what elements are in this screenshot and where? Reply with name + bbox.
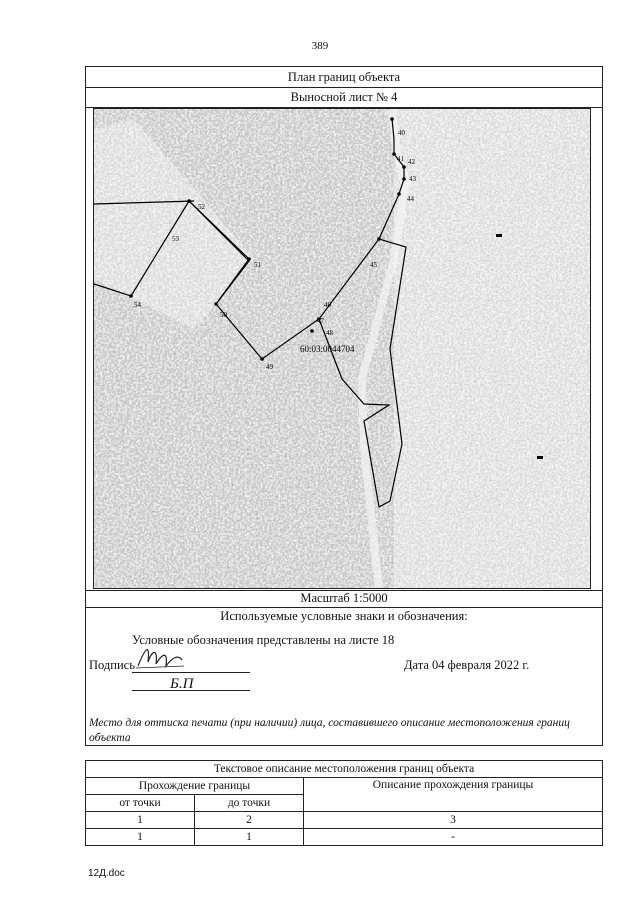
page-number: 389 [311, 40, 329, 52]
table-row [86, 812, 603, 829]
legend-heading: Используемые условные знаки и обозначения: [220, 609, 468, 623]
point-label: 40 [398, 129, 405, 137]
col-from-header: от точки [86, 795, 195, 812]
cell-from: 1 [86, 829, 195, 846]
cell-to: 1 [195, 829, 304, 846]
point-label: 46 [324, 301, 331, 309]
point-label: 44 [407, 195, 414, 203]
signature-label: Подпись [89, 658, 135, 672]
cell-desc: - [304, 829, 603, 846]
point-label: 48 [326, 329, 333, 337]
aerial-map [93, 108, 591, 589]
description-table [85, 760, 603, 846]
map-marker [537, 456, 543, 459]
initials-line [132, 690, 250, 691]
point-label: 45 [370, 261, 377, 269]
cell-desc: 3 [304, 812, 603, 829]
handwritten-signature [132, 642, 192, 674]
parcel-label: 60:03:0044704 [300, 344, 355, 354]
point-label: 50 [220, 311, 227, 319]
file-name: 12Д.doc [88, 868, 125, 879]
sheet-title: Выносной лист № 4 [290, 90, 398, 104]
cell-to: 2 [195, 812, 304, 829]
signature-initials: Б.П [170, 676, 194, 692]
point-label: 53 [172, 235, 179, 243]
stamp-note: Место для оттиска печати (при наличии) лица, составившего описание местоположения границ объекта [89, 717, 570, 744]
point-label: 41 [397, 155, 404, 163]
point-label: 52 [198, 203, 205, 211]
map-scale: Масштаб 1:5000 [300, 591, 388, 605]
signature-date: Дата 04 февраля 2022 г. [404, 658, 530, 672]
cell-from: 1 [86, 812, 195, 829]
point-label: 47 [317, 317, 324, 325]
col-desc-header: Описание прохождения границы [304, 778, 603, 812]
point-label: 49 [266, 363, 273, 371]
point-label: 43 [409, 175, 416, 183]
table-title: Текстовое описание местоположения границ объекта [86, 761, 603, 778]
col-group-header: Прохождение границы [86, 778, 304, 795]
col-to-header: до точки [195, 795, 304, 812]
legend-text: Условные обозначения представлены на листе 18 [132, 633, 395, 647]
point-label: 51 [254, 261, 261, 269]
map-marker [496, 234, 502, 237]
point-label: 54 [134, 301, 141, 309]
plan-title: План границ объекта [287, 70, 401, 84]
map-svg [94, 109, 590, 588]
table-row [86, 829, 603, 846]
point-label: 42 [408, 158, 415, 166]
